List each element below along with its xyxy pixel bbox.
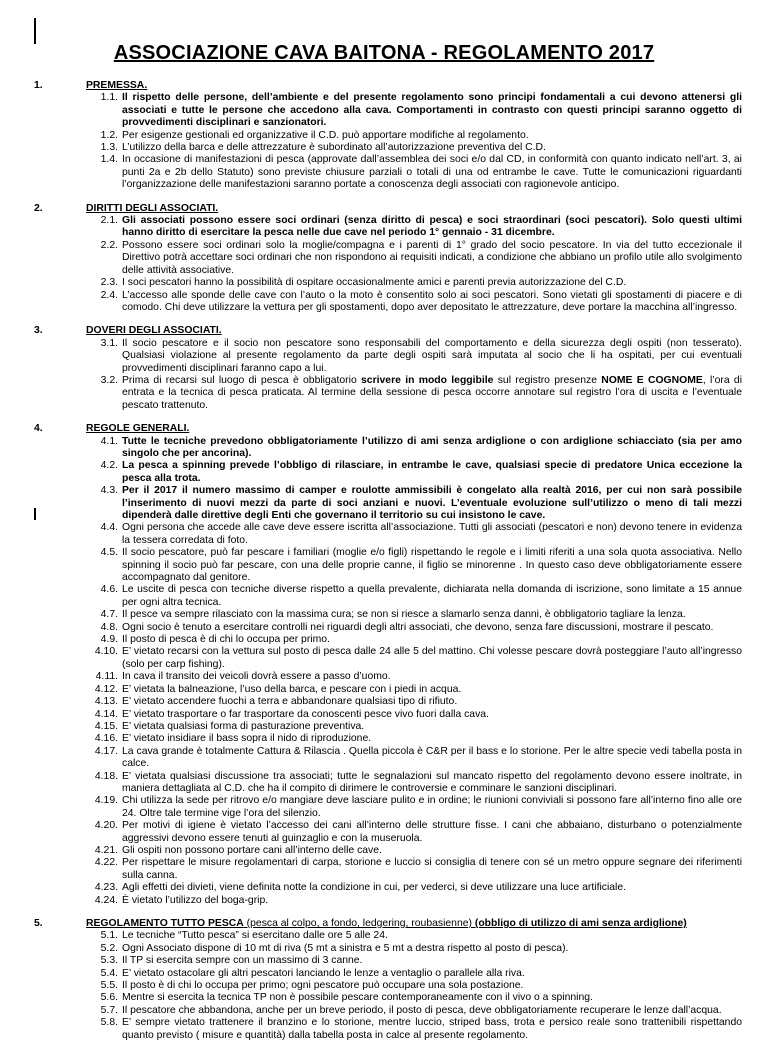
rule-number: 4.5. <box>100 547 118 559</box>
rule-text: In cava il transito dei veicoli dovrà essere a passo d’uomo. <box>122 671 391 683</box>
section-number: 2. <box>34 202 43 214</box>
rule-text: E’ vietata la balneazione, l’uso della barca, e pescare con i piedi in acqua. <box>122 683 462 695</box>
rule-item <box>86 820 742 845</box>
rule-item <box>86 771 742 796</box>
rule-item <box>86 696 742 708</box>
rule-item <box>86 92 742 129</box>
rule-text: E’ vietato trasportare o far trasportare da conoscenti pesce vivo fuori dalla cava. <box>122 708 489 720</box>
rule-item <box>86 277 742 289</box>
rule-number: 4.4. <box>100 522 118 534</box>
rule-item <box>86 547 742 584</box>
rule-text-emphasis: scrivere in modo leggibile <box>361 374 494 386</box>
section-number: 3. <box>34 325 43 337</box>
rule-item <box>86 154 742 191</box>
rule-item <box>86 684 742 696</box>
section-title: REGOLE GENERALI. <box>86 423 190 435</box>
rule-item <box>86 795 742 820</box>
rule-number: 2.2. <box>100 239 118 251</box>
rule-text: È vietato l’utilizzo del boga-grip. <box>122 894 269 906</box>
rule-item <box>86 522 742 547</box>
rule-number: 4.23. <box>94 882 118 894</box>
rule-text: Per rispettare le misure regolamentari di carpa, storione e luccio si consiglia di tenere con sé un metro oppure segnare dei riferimenti sulla canna. <box>122 857 742 881</box>
rule-text: Il socio pescatore, può far pescare i familiari (moglie e/o figli) rispettando le regole e i limiti riferiti a una sola quota associativa. Nello spinning il socio può far pescare, con una delle proprie canne, il figlio se minorenne . In questo caso deve obbligatoriamente essere accompagnato dal genitore. <box>122 547 742 584</box>
rule-number: 4.1. <box>100 435 118 447</box>
rule-number: 2.3. <box>100 277 118 289</box>
rule-text: In occasione di manifestazioni di pesca (approvate dall’assemblea dei soci e/o dal CD, in conformità con quanto indicato nell’art. 3, ai punti 2a e 2b dello Statuto) sono previste chiusure parziali o totali di una od entrambe le cave. Tutte le comunicazioni riguardanti l’organizzazione delle manifestazioni saranno portate a conoscenza degli associati con ragionevole anticipo. <box>122 154 742 191</box>
section-heading <box>86 80 742 92</box>
rule-text: E’ vietato insidiare il bass sopra il nido di riproduzione. <box>122 733 372 745</box>
rule-item <box>86 1005 742 1017</box>
section-title: PREMESSA. <box>86 80 148 91</box>
rule-text: Ogni Associato dispone di 10 mt di riva (5 mt a sinistra e 5 mt a destra rispetto al posto di pesca). <box>122 942 569 954</box>
section-1 <box>34 80 742 192</box>
document-title: ASSOCIAZIONE CAVA BAITONA - REGOLAMENTO 2017 <box>113 42 655 64</box>
rule-item <box>86 290 742 315</box>
rule-item <box>86 646 742 671</box>
rule-item <box>86 980 742 992</box>
rule-number: 4.12. <box>94 683 118 695</box>
section-number: 5. <box>34 918 43 929</box>
rule-item <box>86 671 742 683</box>
rule-number: 3.1. <box>100 337 118 349</box>
rule-text: Gli ospiti non possono portare cani all’interno delle cave. <box>122 844 382 856</box>
rule-number: 4.21. <box>94 844 118 856</box>
rule-number: 5.2. <box>100 942 118 954</box>
rule-item <box>86 622 742 634</box>
rule-number: 5.1. <box>100 930 118 942</box>
rule-text: Il socio pescatore e il socio non pescatore sono responsabili del comportamento e della sicurezza degli ospiti (non tesserato). Qualsiasi violazione al presente regolamento da parte degli ospiti sarà imputata al socio che li ha ospitati, per cui eventuali provvedimenti disciplinari faranno capo a lui. <box>122 337 742 374</box>
rule-text: L’accesso alle sponde delle cave con l’auto o la moto è consentito solo ai soci pescatori. Sono vietati gli spostamenti di piacere e di comodo. Chi deve utilizzare la vettura per gli spostamenti, dopo aver depositato le attrezzature, deve portare la macchina all’ingresso. <box>122 289 742 313</box>
rule-item <box>86 375 742 412</box>
rule-text: Il posto è di chi lo occupa per primo; ogni pescatore può occupare una sola postazione. <box>122 980 524 992</box>
rule-number: 3.2. <box>100 374 118 386</box>
rule-text <box>122 375 742 411</box>
rule-item <box>86 968 742 980</box>
section-2 <box>34 203 742 315</box>
rule-number: 5.3. <box>100 955 118 967</box>
rule-item <box>86 857 742 882</box>
rule-number: 5.8. <box>100 1017 118 1029</box>
rule-item <box>86 955 742 967</box>
rule-number: 4.18. <box>94 770 118 782</box>
rule-text: Le tecniche “Tutto pesca” si esercitano dalle ore 5 alle 24. <box>122 930 388 942</box>
rule-text: E’ vietato ostacolare gli altri pescatori lanciando le lenze a ventaglio o parallele alla riva. <box>122 967 525 979</box>
rule-text: Il posto di pesca è di chi lo occupa per primo. <box>122 634 330 646</box>
rule-item <box>86 882 742 894</box>
rule-number: 4.3. <box>100 485 118 497</box>
rule-text: Il rispetto delle persone, dell’ambiente e del presente regolamento sono principi fondamentali a cui devono attenersi gli associati e tutte le persone che accedono alla cava. Comportamenti in contrasto con questi principi saranno oggetto di provvedimenti disciplinari e sanzionatori. <box>122 92 742 129</box>
rule-text-part: sul registro presenze <box>493 374 602 386</box>
rule-text: Ogni socio è tenuto a esercitare controlli nei riguardi degli altri associati, che devono, senza fare discussioni, mostrare il pescato. <box>122 621 714 633</box>
regulation-body <box>34 80 742 1053</box>
rule-number: 5.6. <box>100 992 118 1004</box>
rule-text: Chi utilizza la sede per ritrovo e/o mangiare deve lasciare pulito e in ordine; le riunioni conviviali si possono fare all’interno fino alle ore 24. Oltre tale termine vige l’ora del silenzio. <box>122 795 742 819</box>
rule-text: Mentre si esercita la tecnica TP non è possibile pescare contemporaneamente con il vivo o a spinning. <box>122 992 593 1004</box>
rule-item <box>86 609 742 621</box>
rule-item <box>86 215 742 240</box>
rule-number: 4.24. <box>94 894 118 906</box>
rule-text: Il pesce va sempre rilasciato con la massima cura; se non si riesce a slamarlo senza danni, è obbligatorio tagliare la lenza. <box>122 609 686 621</box>
rule-text: Possono essere soci ordinari solo la moglie/compagna e i parenti di 1° grado del socio pescatore. In via del tutto eccezionale il Direttivo potrà accettare soci ordinari che non rispondono ai requisiti indicati, a condizione che abbiano un profilo utile allo svolgimento delle attività associative. <box>122 239 742 276</box>
rule-item <box>86 436 742 461</box>
rule-item <box>86 733 742 745</box>
rule-item <box>86 485 742 522</box>
rule-text: E’ sempre vietato trattenere il branzino e lo storione, mentre luccio, striped bass, trota e persico reale sono trattenibili rispettando quanto previsto ( misure e quantità) dalla tabella posta in calce al presente regolamento. <box>122 1017 742 1041</box>
rule-text: Gli associati possono essere soci ordinari (senza diritto di pesca) e soci straordinari (soci pescatori). Solo questi ultimi hanno diritto di esercitare la pesca nelle due cave nel periodo 1° gennaio - 31 dicembre. <box>122 215 742 239</box>
section-4 <box>34 423 742 907</box>
rule-text: Le uscite di pesca con tecniche diverse rispetto a quella prevalente, dichiarata nella domanda di iscrizione, sono limitate a 15 annue per ogni altra tecnica. <box>122 584 742 608</box>
rule-text: Per motivi di igiene è vietato l’accesso dei cani all’interno delle strutture fisse. I cani che abbaiano, disturbano o potenzialmente aggressivi devono essere tenuti al guinzaglio e con la museruola. <box>122 820 742 844</box>
rule-number: 1.1. <box>100 92 118 104</box>
rule-text: Per il 2017 il numero massimo di camper e roulotte ammissibili è congelato alla realtà 2016, per cui non sarà possibile l’inserimento di nuovi mezzi da parte di soci anziani e nuovi. L’eventuale evoluzione sull’utilizzo o meno di tali mezzi dipenderà dalle direttive degli Enti che governano il territorio su cui insistono le cave. <box>122 485 742 521</box>
rule-item <box>86 943 742 955</box>
section-title: REGOLAMENTO TUTTO PESCA <box>86 918 244 929</box>
rule-number: 1.4. <box>100 154 118 166</box>
rule-number: 5.4. <box>100 967 118 979</box>
rule-number: 4.2. <box>100 460 118 472</box>
rule-number: 5.7. <box>100 1004 118 1016</box>
rule-text: E’ vietato accendere fuochi a terra e abbandonare qualsiasi tipo di rifiuto. <box>122 696 458 708</box>
rule-item <box>86 930 742 942</box>
rule-text: Ogni persona che accede alle cave deve essere iscritta all’associazione. Tutti gli associati (pescatori e non) devono tenere in evidenza la tessera corredata di foto. <box>122 522 742 546</box>
rule-item <box>86 338 742 375</box>
rule-text: I soci pescatori hanno la possibilità di ospitare occasionalmente amici e parenti previa autorizzazione del C.D. <box>122 277 627 289</box>
section-heading <box>86 918 742 930</box>
rule-item <box>86 130 742 142</box>
rule-text: La cava grande è totalmente Cattura & Rilascia . Quella piccola è C&R per il bass e lo storione. Per le altre specie vedi tabella posta in calce. <box>122 745 742 770</box>
rule-item <box>86 1017 742 1042</box>
rule-number: 4.6. <box>100 584 118 596</box>
rule-item <box>86 845 742 857</box>
rule-number: 2.4. <box>100 289 118 301</box>
rule-text: Tutte le tecniche prevedono obbligatoriamente l’utilizzo di ami senza ardiglione o con ardiglione schiacciato (sia per amo singolo che per ancorina). <box>122 435 742 459</box>
rule-text: E’ vietato recarsi con la vettura sul posto di pesca dalle 24 alle 5 del mattino. Chi volesse pescare dovrà posteggiare l’auto all’ingresso (solo per carp fishing). <box>122 646 742 670</box>
rule-number: 4.15. <box>94 720 118 732</box>
rule-item <box>86 634 742 646</box>
rule-item <box>86 584 742 609</box>
rule-number: 4.22. <box>94 857 118 869</box>
rule-number: 4.7. <box>100 609 118 621</box>
rule-text: Per esigenze gestionali ed organizzative il C.D. può apportare modifiche al regolamento. <box>122 129 529 141</box>
rule-number: 5.5. <box>100 980 118 992</box>
rule-text: L’utilizzo della barca e delle attrezzature è subordinato all’autorizzazione preventiva del C.D. <box>122 142 546 154</box>
rule-number: 4.9. <box>100 634 118 646</box>
rule-item <box>86 992 742 1004</box>
rule-number: 4.16. <box>94 733 118 745</box>
section-heading <box>86 203 742 215</box>
margin-mark <box>34 18 36 44</box>
section-title-note-bold: (obbligo di utilizzo di ami senza ardiglione) <box>471 918 687 929</box>
rule-number: 4.13. <box>94 696 118 708</box>
section-number: 1. <box>34 80 43 91</box>
rule-number: 4.19. <box>94 795 118 807</box>
rule-text: Il TP si esercita sempre con un massimo di 3 canne. <box>122 955 363 967</box>
rule-item <box>86 240 742 277</box>
rule-number: 1.3. <box>100 142 118 154</box>
section-title-note: (pesca al colpo, a fondo, ledgering, roubasienne) <box>243 918 472 929</box>
section-title: DIRITTI DEGLI ASSOCIATI. <box>86 202 219 214</box>
rule-text-part: Prima di recarsi sul luogo di pesca è obbligatorio <box>122 374 362 386</box>
rule-item <box>86 746 742 771</box>
section-title: DOVERI DEGLI ASSOCIATI. <box>86 325 222 337</box>
section-5 <box>34 918 742 1042</box>
rule-number: 4.10. <box>94 646 118 658</box>
rule-text: E’ vietata qualsiasi forma di pasturazione preventiva. <box>122 720 365 732</box>
section-number: 4. <box>34 423 43 435</box>
section-3 <box>34 325 742 412</box>
rule-number: 4.20. <box>94 820 118 832</box>
rule-number: 4.14. <box>94 708 118 720</box>
rule-text: Il pescatore che abbandona, anche per un breve periodo, il posto di pesca, deve obbligatoriamente recuperare le lenze dall’acqua. <box>122 1004 722 1016</box>
section-heading <box>86 423 742 435</box>
section-heading <box>86 325 742 337</box>
rule-number: 4.17. <box>94 745 118 757</box>
rule-text: E’ vietata qualsiasi discussione tra associati; tutte le segnalazioni sul mancato rispetto del regolamento devono essere inoltrate, in maniera dettagliata al C.D. che ha il compito di dirimere le controversie e comminare le sanzioni disciplinari. <box>122 770 742 794</box>
rule-number: 2.1. <box>100 215 118 227</box>
rule-text-part: , l’ora di entrata e la tecnica di pesca praticata. Al termine della sessione di pesca occorre annotare sul registro l’ora di uscita e l’eventuale pescato trattenuto. <box>122 374 742 411</box>
rule-item <box>86 460 742 485</box>
rule-item <box>86 142 742 154</box>
rule-text: La pesca a spinning prevede l’obbligo di rilasciare, in entrambe le cave, qualsiasi specie di predatore Unica eccezione la pesca alla trota. <box>122 460 742 484</box>
rule-item <box>86 709 742 721</box>
rule-text-emphasis: NOME E COGNOME <box>601 374 703 386</box>
rule-number: 4.11. <box>95 671 118 683</box>
rule-item <box>86 721 742 733</box>
rule-item <box>86 895 742 907</box>
rule-number: 4.8. <box>100 621 118 633</box>
rule-number: 1.2. <box>100 129 118 141</box>
rule-text: Agli effetti dei divieti, viene definita notte la condizione in cui, per vederci, si deve utilizzare una luce artificiale. <box>122 882 627 894</box>
